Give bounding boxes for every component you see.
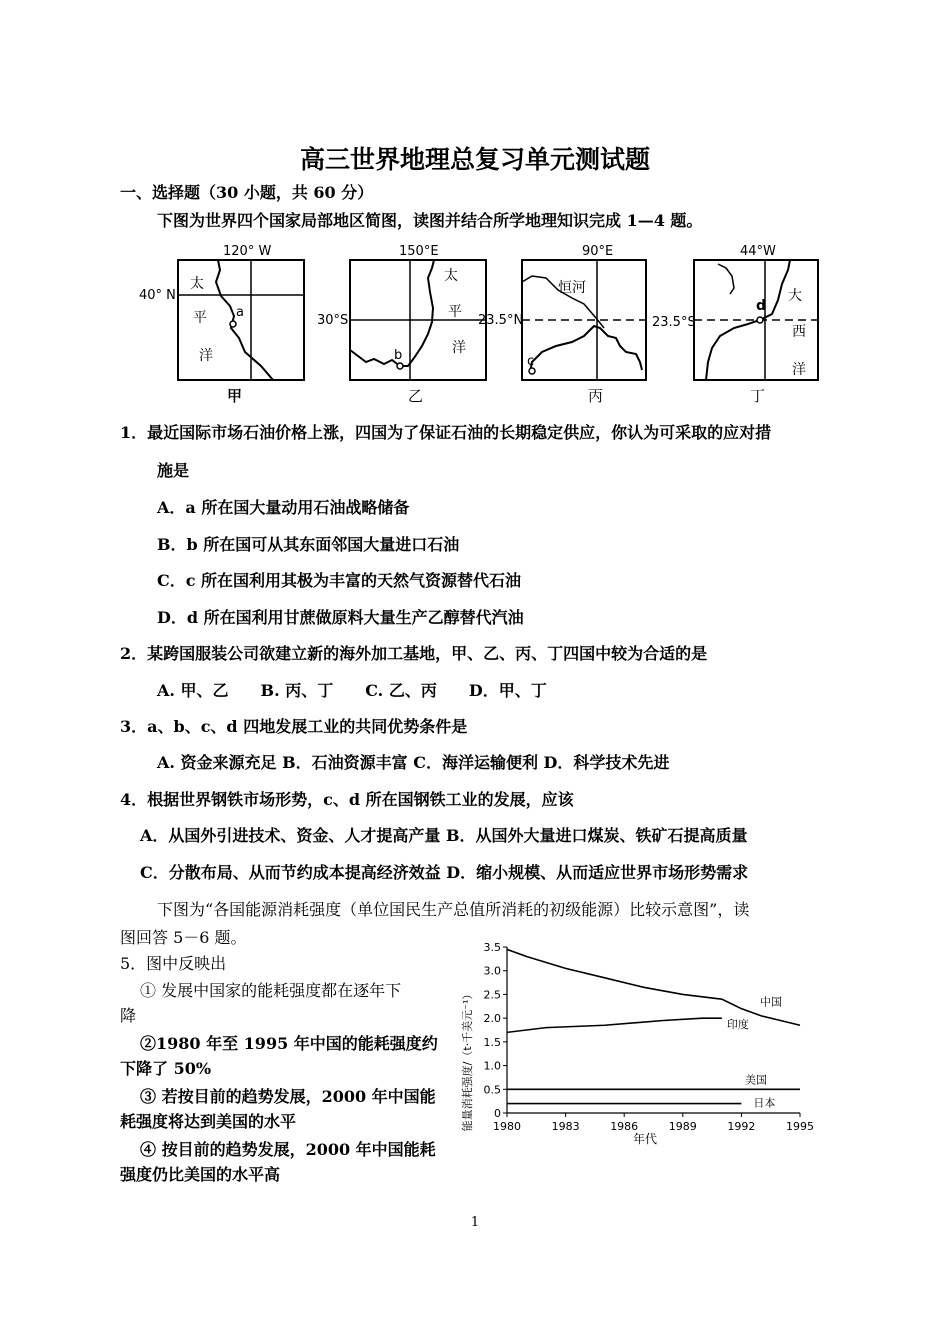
intro-maps: 下图为世界四个国家局部地区简图，读图并结合所学地理知识完成 1—4 题。 xyxy=(157,211,703,230)
map-ding-lon: 44°W xyxy=(740,244,776,259)
map-ding-label: 丁 xyxy=(750,387,766,405)
page-title: 高三世界地理总复习单元测试题 xyxy=(299,145,650,174)
q4-options-ab: A．从国外引进技术、资金、人才提高产量 B．从国外大量进口煤炭、铁矿石提高质量 xyxy=(140,826,748,845)
q1-option-d: D．d 所在国利用甘蔗做原料大量生产乙醇替代汽油 xyxy=(157,608,524,627)
q5-statement-3-cont: 耗强度将达到美国的水平 xyxy=(120,1112,297,1131)
y-tick-label: 1.5 xyxy=(483,1035,501,1049)
intro-chart-cont: 图回答 5－6 题。 xyxy=(120,928,247,947)
point-b-label: b xyxy=(394,348,403,363)
q4-stem: 4．根据世界钢铁市场形势，c、d 所在国钢铁工业的发展，应该 xyxy=(120,790,574,809)
q5-statement-4: ④ 按目前的趋势发展，2000 年中国能耗 xyxy=(140,1140,436,1159)
page-number: 1 xyxy=(470,1215,480,1230)
x-tick-label: 1980 xyxy=(493,1120,521,1133)
map-bing xyxy=(474,238,654,408)
map-bing-label: 丙 xyxy=(588,387,604,405)
section-heading: 一、选择题（30 小题，共 60 分） xyxy=(120,183,374,202)
map-jia xyxy=(135,238,315,408)
y-tick-label: 2.5 xyxy=(483,988,501,1002)
ocean-char: 平 xyxy=(448,304,462,320)
q3-options: A. 资金来源充足 B．石油资源丰富 C．海洋运输便利 D．科学技术先进 xyxy=(157,753,670,772)
q2-stem: 2．某跨国服装公司欲建立新的海外加工基地，甲、乙、丙、丁四国中较为合适的是 xyxy=(120,644,708,663)
y-tick-label: 3.5 xyxy=(483,941,501,954)
x-tick-label: 1989 xyxy=(668,1120,697,1133)
map-ding xyxy=(648,238,828,408)
map-yi-lat: 30°S xyxy=(317,313,349,328)
q5-statement-3: ③ 若按目前的趋势发展，2000 年中国能 xyxy=(140,1087,436,1106)
x-tick-label: 1983 xyxy=(551,1120,580,1133)
q1-option-a: A．a 所在国大量动用石油战略储备 xyxy=(157,498,410,517)
energy-intensity-chart xyxy=(455,935,835,1150)
q3-stem: 3．a、b、c、d 四地发展工业的共同优势条件是 xyxy=(120,717,468,736)
point-a-label: a xyxy=(236,305,244,320)
q1-stem: 1．最近国际市场石油价格上涨，四国为了保证石油的长期稳定供应，你认为可采取的应对措 xyxy=(120,423,772,442)
y-tick-label: 1.0 xyxy=(483,1059,501,1073)
series-label: 美国 xyxy=(745,1073,767,1087)
point-d xyxy=(757,317,763,323)
ocean-char: 洋 xyxy=(452,340,466,356)
y-tick-label: 3.0 xyxy=(483,964,501,978)
map-jia-lat: 40° N xyxy=(139,288,176,303)
ocean-char: 洋 xyxy=(792,362,806,378)
map-ding-lat: 23.5°S xyxy=(652,315,696,330)
map-yi-lon: 150°E xyxy=(399,244,439,259)
ocean-char: 太 xyxy=(444,268,458,284)
river-label: 恒河 xyxy=(558,280,586,296)
x-tick-label: 1992 xyxy=(727,1120,756,1133)
q2-options: A. 甲、乙 B. 丙、丁 C. 乙、丙 D．甲、丁 xyxy=(157,681,547,700)
series-label: 中国 xyxy=(760,995,782,1009)
chart-xlabel: 年代 xyxy=(632,1132,658,1146)
ocean-char: 大 xyxy=(788,288,802,304)
q5-stem: 5．图中反映出 xyxy=(120,954,227,973)
x-tick-label: 1995 xyxy=(786,1120,814,1133)
chart-ylabel: 能量消耗强度/（t·千美元⁻¹） xyxy=(461,988,474,1132)
y-tick-label: 0 xyxy=(494,1107,501,1120)
series-line-印度 xyxy=(507,1018,722,1032)
ocean-char: 洋 xyxy=(199,348,213,364)
map-bing-lat: 23.5°N xyxy=(478,313,524,328)
q1-option-c: C．c 所在国利用其极为丰富的天然气资源替代石油 xyxy=(157,571,522,590)
point-d-label: d xyxy=(756,298,767,314)
map-yi-label: 乙 xyxy=(408,387,424,405)
q5-statement-2-cont: 下降了 50% xyxy=(120,1059,212,1078)
q5-statement-2: ②1980 年至 1995 年中国的能耗强度约 xyxy=(140,1034,438,1053)
map-jia-label: 甲 xyxy=(227,387,243,405)
x-tick-label: 1986 xyxy=(610,1120,639,1133)
series-line-中国 xyxy=(507,949,800,1025)
ocean-char: 太 xyxy=(190,276,204,292)
point-a xyxy=(230,321,236,327)
point-b xyxy=(397,363,403,369)
q5-statement-1: ① 发展中国家的能耗强度都在逐年下 xyxy=(140,981,402,1000)
map-yi xyxy=(314,238,494,408)
q1-option-b: B．b 所在国可从其东面邻国大量进口石油 xyxy=(157,535,460,554)
series-label: 印度 xyxy=(726,1018,749,1032)
q5-statement-1-cont: 降 xyxy=(120,1006,137,1025)
point-c-label: c xyxy=(527,354,535,369)
q4-options-cd: C．分散布局、从而节约成本提高经济效益 D．缩小规模、从而适应世界市场形势需求 xyxy=(140,863,749,882)
series-label: 日本 xyxy=(753,1096,776,1110)
map-jia-lon: 120° W xyxy=(223,244,272,259)
intro-chart: 下图为“各国能源消耗强度（单位国民生产总值所消耗的初级能源）比较示意图”，读 xyxy=(157,900,750,919)
y-tick-label: 2.0 xyxy=(483,1012,501,1026)
q5-statement-4-cont: 强度仍比美国的水平高 xyxy=(120,1165,281,1184)
q1-stem-cont: 施是 xyxy=(157,461,190,480)
map-bing-lon: 90°E xyxy=(582,244,614,259)
y-tick-label: 0.5 xyxy=(483,1083,501,1097)
ocean-char: 平 xyxy=(193,310,207,326)
ocean-char: 西 xyxy=(792,324,806,340)
